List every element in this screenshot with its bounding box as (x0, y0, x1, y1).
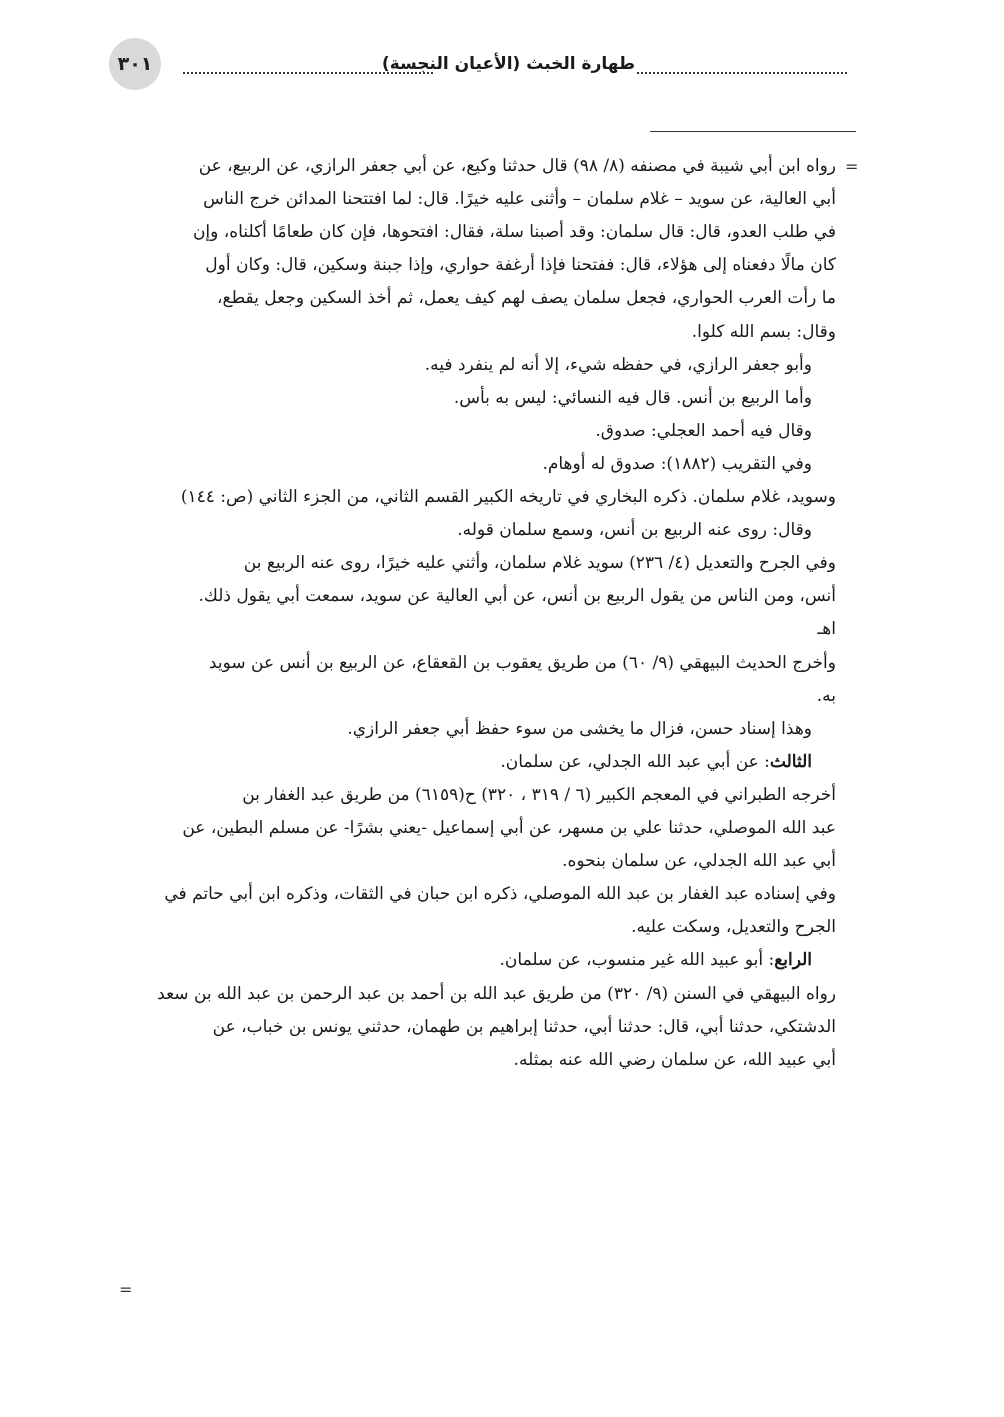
page-header (105, 38, 850, 108)
text-line (193, 216, 836, 249)
text-line (542, 448, 812, 481)
text-line (209, 647, 836, 680)
line-text: به. (816, 685, 836, 706)
section-heading: الثالث (769, 751, 812, 772)
line-text: وقال: روى عنه الربيع بن أنس، وسمع سلمان قوله. (457, 520, 812, 541)
line-text: : أبو عبيد الله غير منسوب، عن سلمان. (499, 950, 775, 971)
text-line (199, 150, 836, 183)
text-line (347, 713, 812, 746)
line-text: وأخرج الحديث البيهقي (٩/ ٦٠) من طريق يعقوب بن القعقاع، عن الربيع بن أنس عن سويد (208, 652, 836, 673)
page-number: ٣٠١ (117, 53, 153, 75)
line-text: رواه البيهقي في السنن (٩/ ٣٢٠) من طريق عبد الله بن أحمد بن عبد الرحمن بن عبد الله بن سعد (157, 983, 836, 1004)
line-text: أخرجه الطبراني في المعجم الكبير (٦ / ٣١٩ ، ٣٢٠) ح(٦١٥٩) من طريق عبد الغفار بن (242, 784, 836, 805)
continuation-marker-bottom: = (119, 1280, 133, 1299)
text-line (242, 779, 836, 812)
text-line (203, 183, 836, 216)
line-text: كان مالًا دفعناه إلى هؤلاء، قال: ففتحنا فإذا أرغفة حواري، وإذا جبنة وسكين، قال: وكان أول (205, 255, 836, 276)
text-line (454, 382, 812, 415)
continuation-marker-top: = (845, 157, 859, 176)
header-dotted-rule-right (637, 72, 847, 74)
text-line (500, 944, 813, 977)
line-text: ما رأت العرب الحواري، فجعل سلمان يصف لهم كيف يعمل، ثم أخذ السكين وجعل يقطع، (217, 288, 836, 309)
text-line (217, 282, 836, 315)
line-text: وفي التقريب (١٨٨٢): صدوق له أوهام. (542, 453, 812, 474)
line-text: الدشتكي، حدثنا أبي، قال: حدثنا أبي، حدثنا إبراهيم بن طهمان، حدثني يونس بن خباب، عن (212, 1016, 836, 1037)
page-number-badge (109, 38, 161, 90)
line-text: : عن أبي عبد الله الجدلي، عن سلمان. (500, 751, 770, 772)
line-text: وأبو جعفر الرازي، في حفظه شيء، إلا أنه لم ينفرد فيه. (424, 354, 812, 375)
text-line (425, 349, 812, 382)
line-text: أبي العالية، عن سويد – غلام سلمان – وأثنى عليه خيرًا. قال: لما افتتحنا المدائن خرج الناس (203, 189, 836, 210)
text-line (181, 481, 836, 514)
line-text: رواه ابن أبي شيبة في مصنفه (٨/ ٩٨) قال حدثنا وكيع، عن أبي جعفر الرازي، عن الربيع، عن (198, 156, 836, 176)
text-line (164, 878, 836, 911)
text-line (205, 249, 836, 282)
text-line (692, 316, 836, 349)
text-line (514, 1044, 836, 1077)
text-line (631, 911, 836, 944)
text-line (199, 580, 837, 613)
text-line (457, 514, 812, 547)
text-line (562, 845, 836, 878)
line-text: وقال: بسم الله كلوا. (691, 321, 836, 342)
line-text: أنس، ومن الناس من يقول الربيع بن أنس، عن أبي العالية عن سويد، سمعت أبي يقول ذلك. (198, 586, 836, 607)
line-text: اهـ (817, 619, 836, 640)
line-text: وسويد، غلام سلمان. ذكره البخاري في تاريخه الكبير القسم الثاني، من الجزء الثاني (ص: ١٤٤) (180, 487, 836, 507)
text-line (244, 547, 836, 580)
line-text: وفي الجرح والتعديل (٤/ ٢٣٦) سويد غلام سلمان، وأثني عليه خيرًا، روى عنه الربيع بن (243, 553, 836, 574)
running-title: طهارة الخبث (الأعيان النجسة) (381, 54, 635, 74)
line-text: وهذا إسناد حسن، فزال ما يخشى من سوء حفظ أبي جعفر الرازي. (347, 718, 812, 739)
line-text: أبي عبيد الله، عن سلمان رضي الله عنه بمثله. (513, 1049, 836, 1070)
section-heading: الرابع (774, 950, 812, 971)
text-line (817, 680, 836, 713)
line-text: أبي عبد الله الجدلي، عن سلمان بنحوه. (562, 851, 836, 872)
line-text: في طلب العدو، قال: قال سلمان: وقد أصبنا سلة، فقال: افتحوها، فإن كان طعامًا أكلناه، وإن (192, 222, 836, 243)
text-line (213, 1011, 836, 1044)
text-line (182, 812, 836, 845)
text-line (595, 415, 812, 448)
line-text: عبد الله الموصلي، حدثنا علي بن مسهر، عن أبي إسماعيل -يعني بشرًا- عن مسلم البطين، عن (182, 818, 836, 838)
text-line (817, 613, 836, 646)
line-text: وأما الربيع بن أنس. قال فيه النسائي: ليس به بأس. (453, 387, 812, 408)
footnote-separator (650, 131, 856, 132)
line-text: وفي إسناده عبد الغفار بن عبد الله الموصلي، ذكره ابن حبان في الثقات، وذكره ابن أبي حاتم في (164, 884, 836, 905)
line-text: وقال فيه أحمد العجلي: صدوق. (595, 420, 812, 441)
text-line (500, 746, 812, 779)
line-text: الجرح والتعديل، وسكت عليه. (631, 917, 836, 938)
text-line (157, 978, 836, 1011)
